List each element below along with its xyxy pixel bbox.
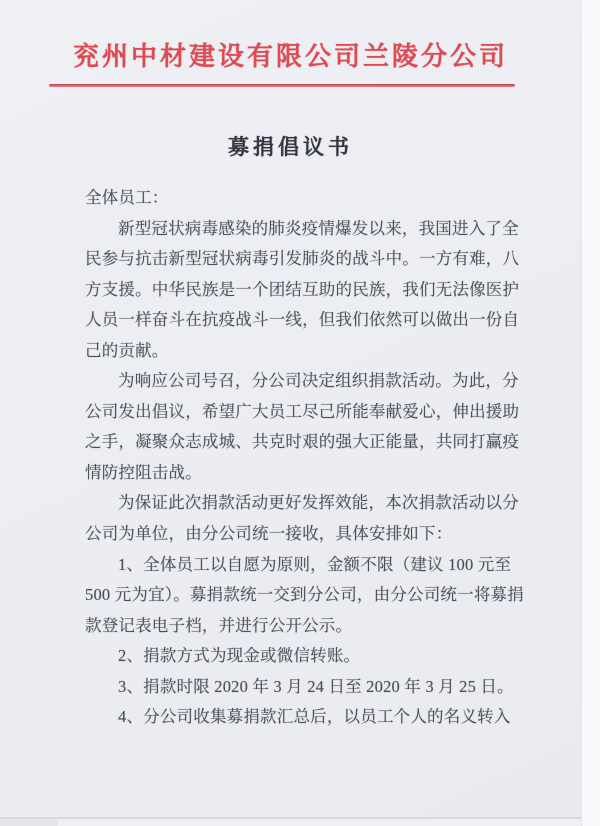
scan-bottom-corner-shadow (0, 819, 58, 826)
document-line: 4、分公司收集募捐款汇总后，以员工个人的名义转入 (118, 707, 511, 727)
document-line: 方支援。中华民族是一个团结互助的民族，我们无法像医护 (85, 279, 520, 299)
document-line: 全体员工： (85, 188, 169, 207)
company-name-letterhead: 兖州中材建设有限公司兰陵分公司 (72, 42, 508, 71)
document-line: 之手，凝聚众志成城、共克时艰的强大正能量，共同打赢疫 (85, 432, 520, 452)
document-line: 公司为单位，由分公司统一接收，具体安排如下： (85, 524, 453, 544)
document-line: 民参与抗击新型冠状病毒引发肺炎的战斗中。一方有难，八 (85, 249, 520, 269)
document-line: 为保证此次捐款活动更好发挥效能，本次捐款活动以分 (118, 493, 519, 513)
document-line: 己的贡献。 (85, 340, 169, 360)
document-line: 公司发出倡议，希望广大员工尽己所能奉献爱心，伸出援助 (85, 401, 520, 421)
letterhead-divider-line (49, 84, 515, 87)
scan-right-edge (581, 0, 600, 826)
document-title: 募捐倡议书 (228, 135, 353, 159)
document-line: 为响应公司号召，分公司决定组织捐款活动。为此，分 (118, 371, 519, 391)
document-line: 2、捐款方式为现金或微信转账。 (118, 646, 361, 666)
document-line: 500 元为宜）。募捐款统一交到分公司，由分公司统一将募捐 (85, 585, 524, 605)
document-line: 人员一样奋斗在抗疫战斗一线，但我们依然可以做出一份自 (85, 310, 520, 330)
document-body (85, 183, 524, 733)
document-line: 新型冠状病毒感染的肺炎疫情爆发以来，我国进入了全 (118, 218, 519, 238)
document-line: 情防控阻击战。 (85, 462, 202, 482)
scan-bottom-edge (0, 817, 581, 826)
document-line: 款登记表电子档，并进行公开公示。 (85, 615, 353, 635)
document-line: 1、全体员工以自愿为原则，金额不限（建议 100 元至 (118, 554, 512, 574)
document-line: 3、捐款时限 2020 年 3 月 24 日至 2020 年 3 月 25 日。 (118, 676, 514, 696)
